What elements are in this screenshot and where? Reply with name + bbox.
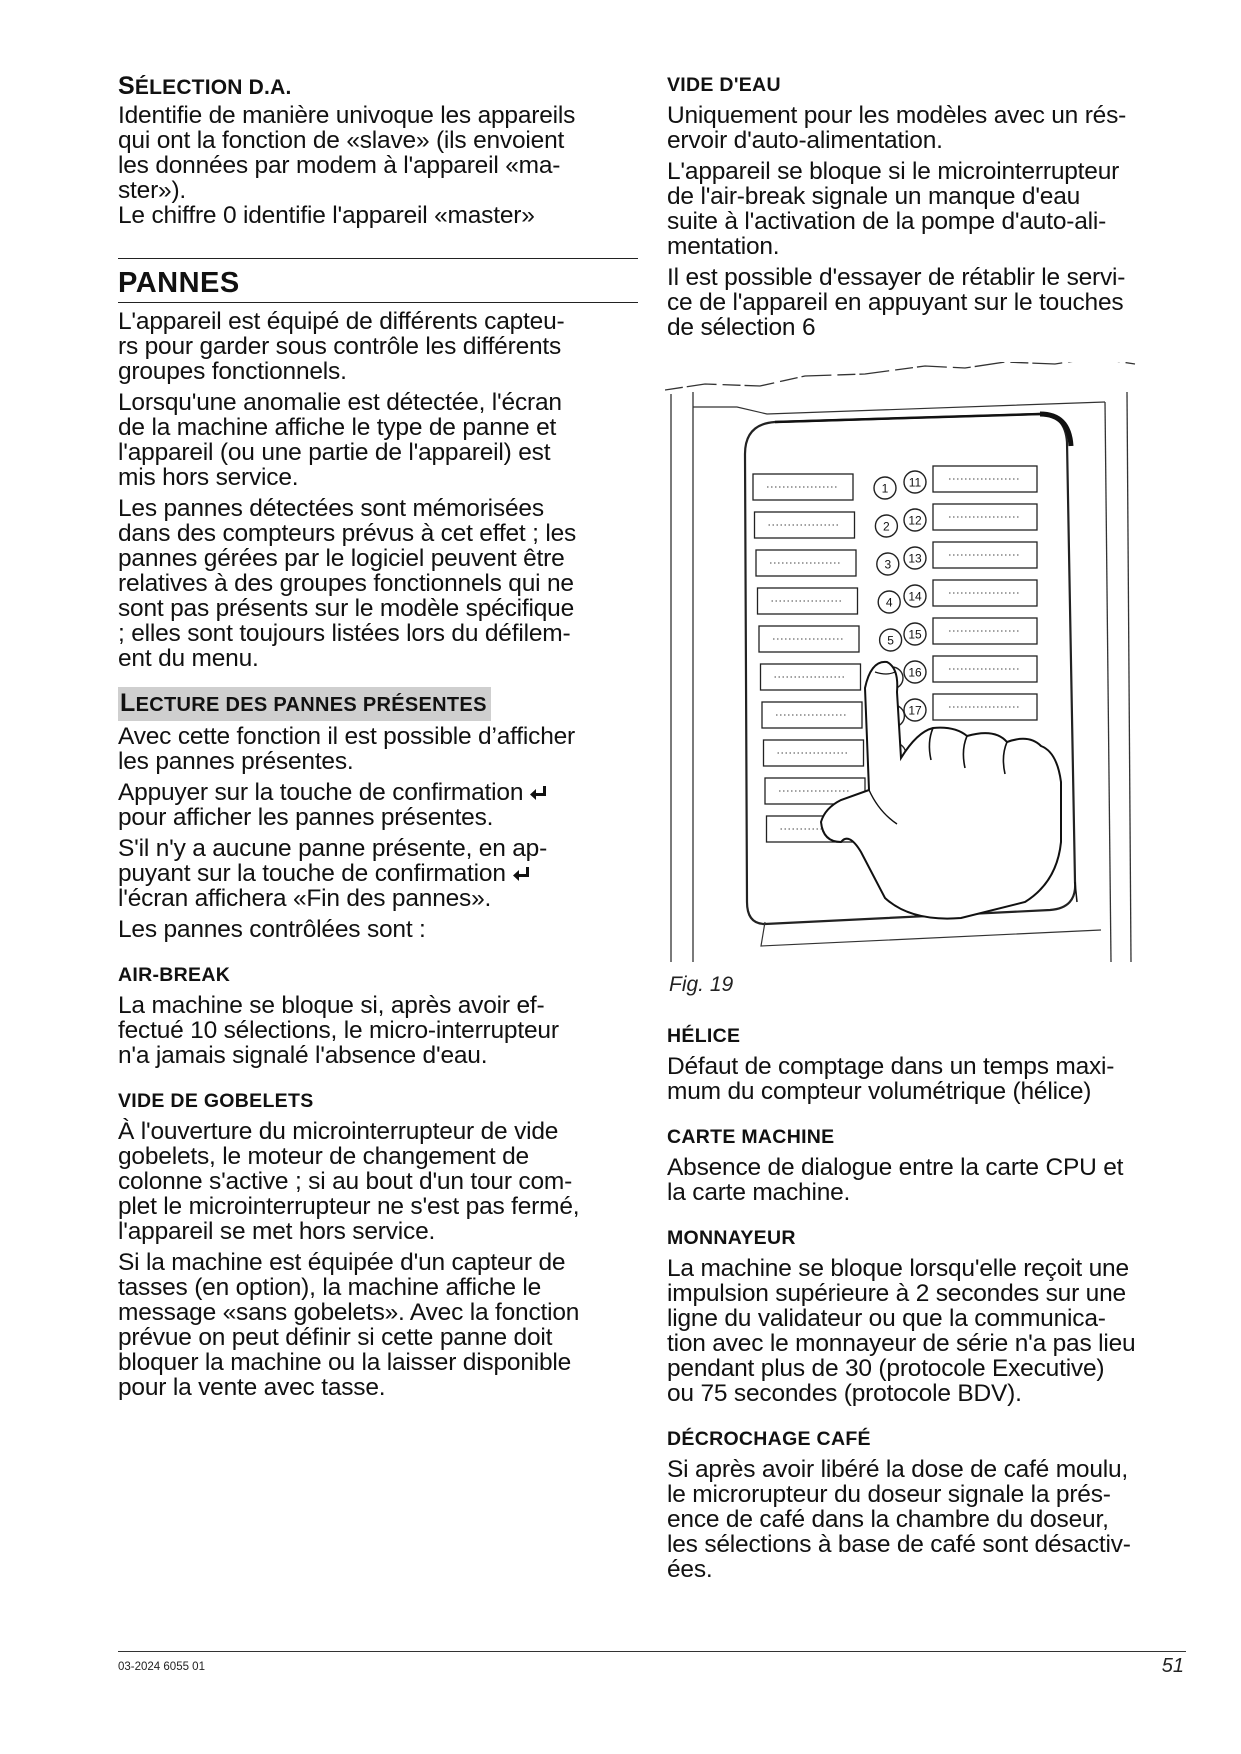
selection-key-number: 11 [908, 475, 922, 490]
vide-gobelets-paragraph-1: À l'ouverture du microinterrupteur de vide gobelets, le moteur de changement de colonne s'active ; si au bout d'un tour com- plet le microinterrupteur ne s'est pas fermé, l'appareil se met hors service. [118, 1118, 580, 1245]
pannes-heading: PANNES [118, 267, 638, 303]
selection-key-number: 5 [887, 633, 894, 648]
lecture-paragraph-2: Appuyer sur la touche de confirmation pour afficher les pannes présentes. [118, 780, 638, 830]
footer-divider [118, 1651, 1186, 1652]
lecture-paragraph-4: Les pannes contrôlées sont : [118, 916, 426, 943]
selection-key-number: 15 [908, 627, 922, 642]
selection-key-number: 1 [881, 481, 889, 496]
airbreak-heading: AIR-BREAK [118, 964, 231, 986]
decrochage-cafe-heading: DÉCROCHAGE CAFÉ [667, 1428, 871, 1450]
lecture-heading-highlight: LECTURE DES PANNES PRÉSENTES [118, 687, 491, 721]
lecture-paragraph-3: S'il n'y a aucune panne présente, en ap- puyant sur la touche de confirmation l'écran affichera «Fin des pannes». [118, 835, 548, 912]
pannes-paragraph-3: Les pannes détectées sont mémorisées dans des compteurs prévus à cet effet ; les pannes gérées par le logiciel peuvent être relatives à des groupes fonctionnels qui ne sont pas présents sur le modèle spécifique ; elles sont toujours listées lors du défilem- ent du menu. [118, 495, 577, 672]
carte-machine-paragraph: Absence de dialogue entre la carte CPU et la carte machine. [667, 1154, 1124, 1206]
section-divider [118, 258, 638, 259]
vide-eau-paragraph-2: L'appareil se bloque si le microinterrupteur de l'air-break signale un manque d'eau suite à l'activation de la pompe d'auto-ali- mentation. [667, 158, 1120, 260]
lecture-paragraph-1: Avec cette fonction il est possible d’afficher les pannes présentes. [118, 723, 576, 775]
figure-caption: Fig. 19 [669, 973, 734, 996]
keypad-illustration [665, 362, 1145, 962]
page-number: 51 [1161, 1655, 1184, 1677]
selection-key-number: 2 [883, 519, 890, 534]
helice-paragraph: Défaut de comptage dans un temps maxi- mum du compteur volumétrique (hélice) [667, 1053, 1115, 1105]
vide-gobelets-heading: VIDE DE GOBELETS [118, 1090, 314, 1112]
selection-key-number: 13 [908, 551, 922, 566]
enter-key-icon [529, 785, 549, 803]
document-code: 03-2024 6055 01 [118, 1661, 205, 1673]
helice-heading: HÉLICE [667, 1025, 741, 1047]
selection-key-number: 12 [908, 513, 922, 528]
monnayeur-heading: MONNAYEUR [667, 1227, 796, 1249]
right-column [667, 62, 1187, 1588]
selection-da-heading: SÉLECTION D.A. [118, 72, 292, 100]
vide-gobelets-paragraph-2: Si la machine est équipée d'un capteur de tasses (en option), la machine affiche le message «sans gobelets». Avec la fonction prévue on peut définir si cette panne doit bloquer la machine ou la laisser disponible pour la vente avec tasse. [118, 1249, 580, 1401]
selection-key-number: 14 [908, 589, 922, 604]
vide-eau-paragraph-1: Uniquement pour les modèles avec un rés- ervoir d'auto-alimentation. [667, 102, 1127, 154]
carte-machine-heading: CARTE MACHINE [667, 1126, 835, 1148]
selection-key-number: 17 [908, 703, 922, 718]
selection-labels-right [933, 466, 1037, 720]
enter-key-icon [512, 866, 532, 884]
airbreak-paragraph: La machine se bloque si, après avoir ef- fectué 10 sélections, le micro-interrupteur n'a jamais signalé l'absence d'eau. [118, 992, 559, 1069]
vide-eau-paragraph-3: Il est possible d'essayer de rétablir le servi- ce de l'appareil en appuyant sur le touches de sélection 6 [667, 264, 1126, 341]
pannes-paragraph-1: L'appareil est équipé de différents capteu- rs pour garder sous contrôle les différents groupes fonctionnels. [118, 308, 565, 385]
monnayeur-paragraph: La machine se bloque lorsqu'elle reçoit une impulsion supérieure à 2 secondes sur une ligne du validateur ou que la communica- tion avec le monnayeur de série n'a pas lieu pendant plus de 30 (protocole Executive) ou 75 secondes (protocole BDV). [667, 1255, 1136, 1407]
pannes-paragraph-2: Lorsqu'une anomalie est détectée, l'écran de la machine affiche le type de panne et l'appareil (ou une partie de l'appareil) est mis hors service. [118, 389, 562, 491]
left-column [118, 62, 638, 1406]
selection-key-number: 4 [885, 595, 893, 610]
selection-key-number: 3 [884, 557, 892, 572]
decrochage-cafe-paragraph: Si après avoir libéré la dose de café moulu, le microrupteur du doseur signale la prés- ence de café dans la chambre du doseur, les sélections à base de café sont désactiv- ées. [667, 1456, 1131, 1583]
selection-da-paragraph: Identifie de manière univoque les appareils qui ont la fonction de «slave» (ils envoient les données par modem à l'appareil «ma- ster»). Le chiffre 0 identifie l'appareil «master» [118, 102, 576, 229]
vide-eau-heading: VIDE D'EAU [667, 74, 781, 96]
lecture-heading [118, 687, 638, 721]
selection-key-number: 16 [908, 665, 922, 680]
